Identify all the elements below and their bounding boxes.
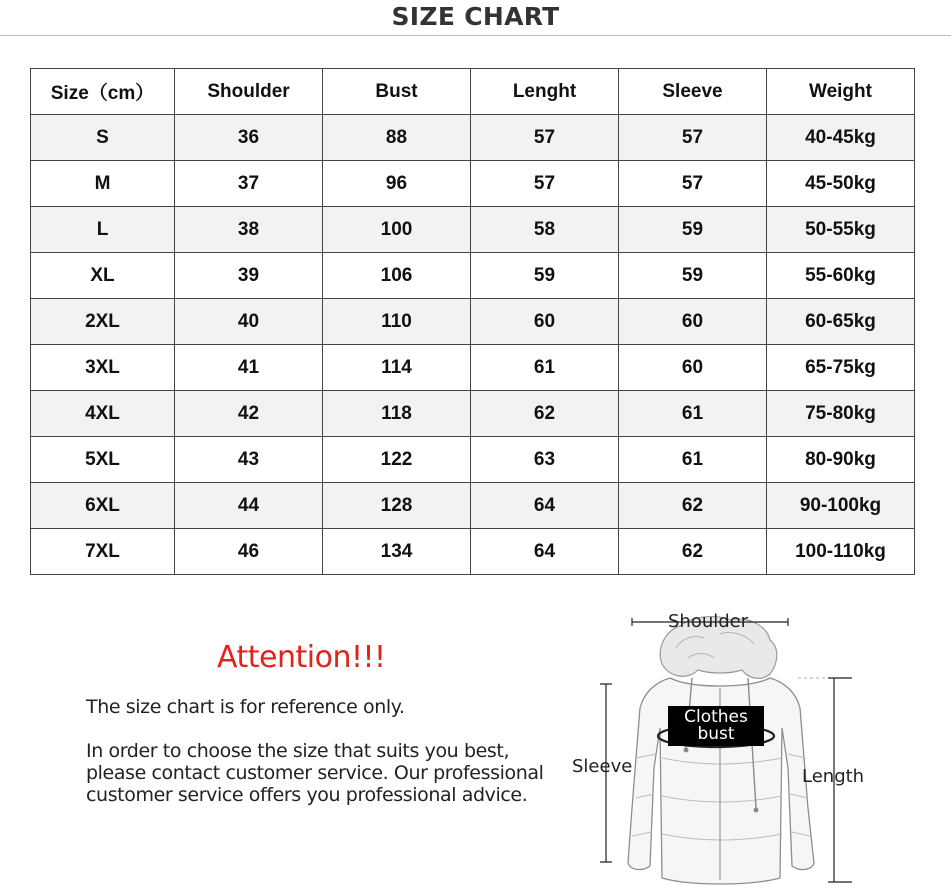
table-cell: 57	[471, 161, 619, 207]
table-cell: 60	[619, 299, 767, 345]
jacket-illustration	[570, 608, 870, 893]
table-cell: 88	[323, 115, 471, 161]
table-cell: 43	[175, 437, 323, 483]
table-cell: 55-60kg	[767, 253, 915, 299]
table-cell: 59	[619, 253, 767, 299]
table-cell: 65-75kg	[767, 345, 915, 391]
table-cell: 57	[619, 161, 767, 207]
table-cell: 57	[619, 115, 767, 161]
length-label: Length	[802, 766, 865, 787]
table-cell: 100-110kg	[767, 529, 915, 575]
table-cell: 46	[175, 529, 323, 575]
bust-label-line1: Clothes	[684, 707, 748, 727]
attention-heading: Attention!!!	[217, 640, 386, 675]
header-size: Size（cm）	[31, 69, 175, 115]
size-table	[30, 68, 915, 575]
table-row	[31, 345, 915, 391]
table-cell: 7XL	[31, 529, 175, 575]
shoulder-label: Shoulder	[668, 611, 749, 632]
table-cell: M	[31, 161, 175, 207]
table-row	[31, 391, 915, 437]
table-cell: 4XL	[31, 391, 175, 437]
table-row	[31, 253, 915, 299]
reference-note: The size chart is for reference only.	[86, 696, 405, 718]
sleeve-label: Sleeve	[572, 756, 633, 777]
table-row	[31, 161, 915, 207]
table-cell: 58	[471, 207, 619, 253]
table-cell: 110	[323, 299, 471, 345]
table-cell: 64	[471, 483, 619, 529]
table-cell: 39	[175, 253, 323, 299]
table-row	[31, 115, 915, 161]
header-bust: Bust	[323, 69, 471, 115]
table-cell: 100	[323, 207, 471, 253]
table-cell: 40	[175, 299, 323, 345]
table-cell: 62	[619, 483, 767, 529]
table-cell: 6XL	[31, 483, 175, 529]
table-cell: 96	[323, 161, 471, 207]
table-cell: 61	[471, 345, 619, 391]
table-cell: 80-90kg	[767, 437, 915, 483]
table-cell: 60-65kg	[767, 299, 915, 345]
page-title: SIZE CHART	[391, 2, 560, 31]
table-cell: 75-80kg	[767, 391, 915, 437]
table-cell: 62	[619, 529, 767, 575]
table-cell: 3XL	[31, 345, 175, 391]
table-header-row	[31, 69, 915, 115]
table-cell: 5XL	[31, 437, 175, 483]
contact-note: In order to choose the size that suits you best, please contact customer service. Our professional customer service offers you professional advice.	[86, 740, 544, 806]
header-weight: Weight	[767, 69, 915, 115]
table-cell: 44	[175, 483, 323, 529]
table-cell: 40-45kg	[767, 115, 915, 161]
table-cell: 50-55kg	[767, 207, 915, 253]
table-cell: 62	[471, 391, 619, 437]
bust-label-line2: bust	[697, 724, 735, 744]
table-cell: 37	[175, 161, 323, 207]
table-cell: 61	[619, 437, 767, 483]
table-cell: XL	[31, 253, 175, 299]
table-cell: 59	[471, 253, 619, 299]
table-cell: 61	[619, 391, 767, 437]
header-length: Lenght	[471, 69, 619, 115]
table-cell: 42	[175, 391, 323, 437]
table-cell: 63	[471, 437, 619, 483]
clothes-bust-label	[668, 706, 764, 746]
table-cell: 106	[323, 253, 471, 299]
header-sleeve: Sleeve	[619, 69, 767, 115]
table-cell: L	[31, 207, 175, 253]
table-cell: 2XL	[31, 299, 175, 345]
table-row	[31, 437, 915, 483]
table-row	[31, 529, 915, 575]
header-shoulder: Shoulder	[175, 69, 323, 115]
table-cell: 114	[323, 345, 471, 391]
table-cell: 41	[175, 345, 323, 391]
table-cell: 60	[619, 345, 767, 391]
table-row	[31, 483, 915, 529]
table-cell: 134	[323, 529, 471, 575]
table-cell: 57	[471, 115, 619, 161]
table-cell: 64	[471, 529, 619, 575]
table-cell: S	[31, 115, 175, 161]
table-cell: 59	[619, 207, 767, 253]
table-cell: 45-50kg	[767, 161, 915, 207]
table-cell: 122	[323, 437, 471, 483]
table-cell: 38	[175, 207, 323, 253]
table-row	[31, 207, 915, 253]
table-cell: 118	[323, 391, 471, 437]
title-divider	[0, 35, 951, 36]
table-cell: 90-100kg	[767, 483, 915, 529]
table-cell: 60	[471, 299, 619, 345]
table-row	[31, 299, 915, 345]
table-cell: 128	[323, 483, 471, 529]
table-cell: 36	[175, 115, 323, 161]
